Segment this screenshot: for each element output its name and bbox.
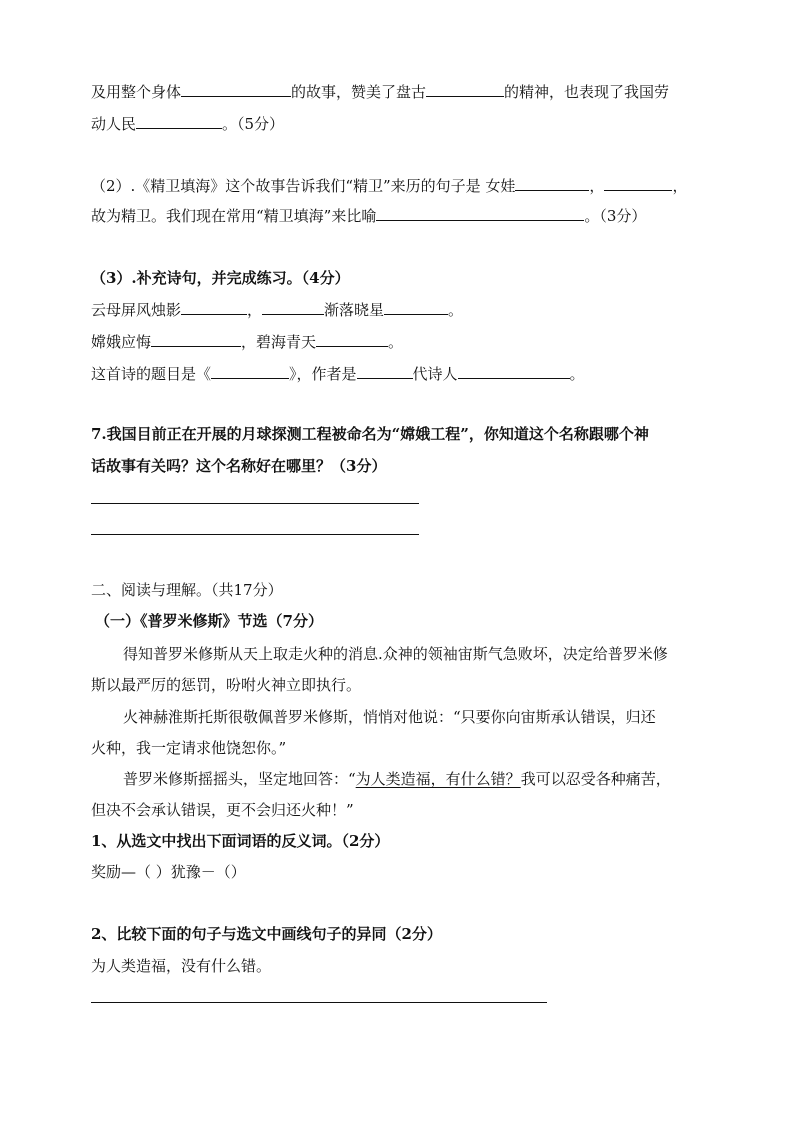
text: 这首诗的题目是《 [91,365,212,383]
text: ，碧海青天 [241,333,317,351]
answer-blank[interactable] [181,82,291,97]
passage-para-1-line-2: 斯以最严厉的惩罚，吩咐火神立即执行。 [91,676,362,694]
text: 代诗人 [412,365,458,383]
passage-title: （一）《普罗米修斯》节选（7分） [95,612,323,630]
answer-blank[interactable] [376,206,584,221]
answer-blank[interactable] [604,176,672,191]
text: （2）.《精卫填海》这个故事告诉我们“精卫”来历的句子是 女娃 [91,177,516,195]
q2-line-2 [91,206,646,226]
passage-para-3-line-1 [123,769,671,789]
answer-line[interactable] [91,534,419,535]
underlined-sentence: 为人类造福，有什么错？ [355,770,521,788]
passage-para-1-line-1: 得知普罗米修斯从天上取走火种的消息.众神的领袖宙斯气急败坏，决定给普罗米修 [123,645,668,663]
answer-blank[interactable] [458,364,570,379]
text: 我可以忍受各种痛苦， [520,770,671,788]
answer-blank[interactable] [515,176,589,191]
answer-blank[interactable] [357,364,413,379]
text: 》，作者是 [289,365,357,383]
answer-blank[interactable] [316,332,388,347]
text: 。 [448,301,464,319]
text: 及用整个身体 [91,83,182,101]
question-1: 1、从选文中找出下面词语的反义词。（2分） [91,832,390,850]
text: 。 [388,333,404,351]
answer-line[interactable] [91,503,419,504]
text: ， [247,301,263,319]
text: 。（3分） [584,207,647,225]
text: 云母屏风烛影 [91,301,182,319]
answer-blank[interactable] [136,114,222,129]
text: 故为精卫。我们现在常用“精卫填海”来比喻 [91,207,377,225]
text: 渐落晓星 [324,301,385,319]
answer-blank[interactable] [384,300,448,315]
q3-heading: （3）.补充诗句，并完成练习。（4分） [91,269,350,287]
answer-blank[interactable] [262,300,324,315]
text: 。（5分） [222,115,285,133]
answer-blank[interactable] [426,82,504,97]
passage-para-3-line-2: 但决不会承认错误，更不会归还火种！” [91,801,354,819]
text: 嫦娥应悔 [91,333,152,351]
text: ， [589,177,605,195]
q1-line-2 [91,114,284,134]
question-1-answer[interactable]: 奖励—（ ）犹豫－（） [91,863,246,881]
q1-line-1 [91,82,669,102]
answer-line[interactable] [91,1002,547,1003]
q7-line-2: 话故事有关吗？这个名称好在哪里？（3分） [91,457,387,475]
q3-line-1 [91,300,463,320]
text: 普罗米修斯摇摇头，坚定地回答：“ [123,770,356,788]
q3-line-2 [91,332,403,352]
text: 的精神，也表现了我国劳 [504,83,670,101]
q2-line-1 [91,176,687,196]
section-heading: 二、阅读与理解。（共17分） [91,581,283,599]
text: ， [672,177,688,195]
question-2-sentence: 为人类造福，没有什么错。 [91,957,272,975]
q3-line-3 [91,364,585,384]
answer-blank[interactable] [181,300,247,315]
passage-para-2-line-1: 火神赫淮斯托斯很敬佩普罗米修斯，悄悄对他说：“只要你向宙斯承认错误，归还 [123,708,656,726]
text: 动人民 [91,115,137,133]
q7-line-1: 7.我国目前正在开展的月球探测工程被命名为“嫦娥工程”，你知道这个名称跟哪个神 [91,425,649,443]
text: 。 [569,365,585,383]
answer-blank[interactable] [211,364,289,379]
text: 的故事，赞美了盘古 [291,83,427,101]
answer-blank[interactable] [151,332,241,347]
question-2: 2、比较下面的句子与选文中画线句子的异同（2分） [91,925,442,943]
passage-para-2-line-2: 火种，我一定请求他饶恕你。” [91,739,287,757]
